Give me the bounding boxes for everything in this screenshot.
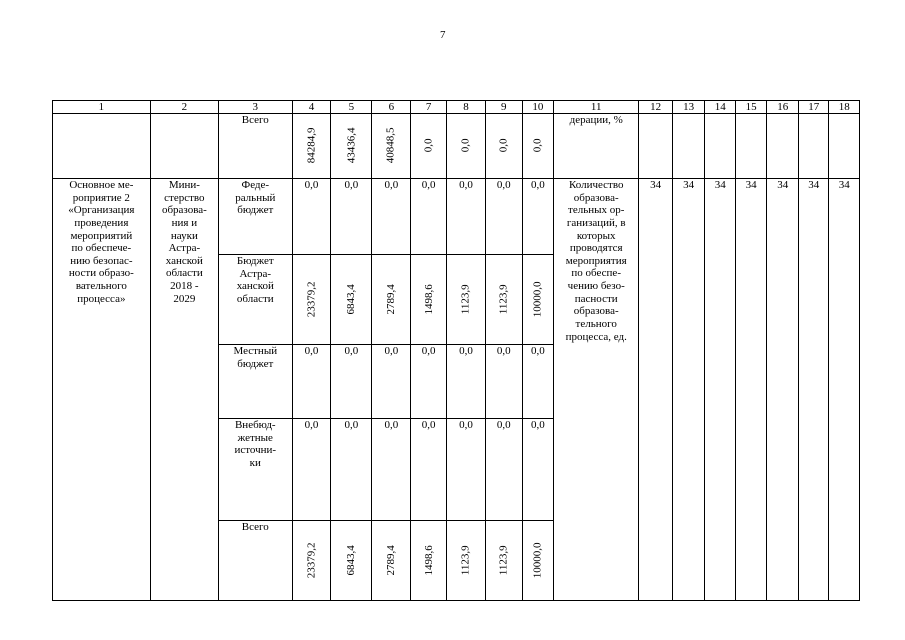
value-text: 0,0 (531, 138, 544, 153)
value-cell: 0,0 (522, 179, 554, 255)
value-cell (522, 114, 554, 179)
value-cell (447, 255, 486, 345)
value-cell: 0,0 (522, 345, 554, 419)
source-label: Всего (219, 521, 293, 601)
value-text: 23379,2 (305, 542, 318, 578)
indicator-name: Количество образова- тельных ор- ганизаций, в которых проводятся мероприятия по обеспе- чению безо- пасности образова- тельного процесса, ед. (554, 179, 639, 601)
header-col-2: 2 (150, 101, 218, 114)
value-text: 0,0 (422, 138, 435, 153)
value-text: 2789,4 (385, 283, 398, 315)
source-label: Бюджет Астра- ханской области (219, 255, 293, 345)
target-cell: 34 (829, 179, 860, 601)
header-col-1: 1 (53, 101, 151, 114)
value-cell (331, 521, 372, 601)
value-cell: 0,0 (292, 345, 331, 419)
measure-name: Основное ме- роприятие 2 «Организация проведения мероприятий по обеспече- нию безопас- ности образо- вательного процесса» (53, 179, 151, 601)
value-cell: 0,0 (411, 345, 447, 419)
value-cell: 0,0 (331, 345, 372, 419)
value-cell (522, 255, 554, 345)
value-cell: 0,0 (485, 419, 522, 521)
indicator-continuation: дерации, % (554, 114, 639, 179)
value-cell: 0,0 (372, 179, 411, 255)
target-cell: 34 (639, 179, 673, 601)
target-cell: 34 (798, 179, 828, 601)
target-cell: 34 (767, 179, 799, 601)
value-cell: 0,0 (372, 345, 411, 419)
value-text: 23379,2 (305, 281, 318, 317)
header-col-7: 7 (411, 101, 447, 114)
value-cell (292, 114, 331, 179)
executor-term: Мини- стерство образова- ния и науки Астра- ханской области 2018 - 2029 (150, 179, 218, 601)
value-cell (447, 114, 486, 179)
value-text: 0,0 (459, 138, 472, 153)
header-col-12: 12 (639, 101, 673, 114)
value-text: 1498,6 (422, 283, 435, 315)
header-col-16: 16 (767, 101, 799, 114)
value-text: 1123,9 (497, 284, 510, 314)
value-text: 43436,4 (345, 127, 358, 164)
value-cell: 0,0 (331, 419, 372, 521)
value-cell (331, 114, 372, 179)
value-cell (292, 521, 331, 601)
header-col-14: 14 (705, 101, 735, 114)
header-col-11: 11 (554, 101, 639, 114)
header-row (53, 101, 860, 114)
source-label: Местный бюджет (219, 345, 293, 419)
value-cell: 0,0 (522, 419, 554, 521)
value-cell (485, 114, 522, 179)
header-col-8: 8 (447, 101, 486, 114)
header-col-6: 6 (372, 101, 411, 114)
value-text: 1123,9 (497, 545, 510, 575)
target-cell: 34 (735, 179, 767, 601)
value-cell: 0,0 (331, 179, 372, 255)
value-text: 40848,5 (385, 127, 398, 164)
header-col-4: 4 (292, 101, 331, 114)
value-cell (485, 521, 522, 601)
row-federal (53, 179, 860, 255)
value-cell (411, 255, 447, 345)
value-text: 6843,4 (345, 544, 358, 576)
value-cell: 0,0 (447, 345, 486, 419)
header-col-10: 10 (522, 101, 554, 114)
program-table (52, 100, 860, 601)
value-text: 10000,0 (531, 542, 544, 578)
value-text: 2789,4 (385, 544, 398, 576)
value-text: 0,0 (497, 138, 510, 153)
value-cell: 0,0 (292, 419, 331, 521)
source-label: Всего (219, 114, 293, 179)
value-cell (292, 255, 331, 345)
header-col-3: 3 (219, 101, 293, 114)
value-cell (522, 521, 554, 601)
value-cell: 0,0 (372, 419, 411, 521)
value-cell (372, 255, 411, 345)
value-cell: 0,0 (447, 179, 486, 255)
value-text: 1123,9 (459, 545, 472, 575)
header-col-15: 15 (735, 101, 767, 114)
value-cell (411, 521, 447, 601)
value-cell (485, 255, 522, 345)
value-cell: 0,0 (292, 179, 331, 255)
source-label: Феде- ральный бюджет (219, 179, 293, 255)
value-text: 84284,9 (305, 127, 318, 164)
value-text: 6843,4 (345, 283, 358, 315)
value-cell (331, 255, 372, 345)
value-text: 10000,0 (531, 281, 544, 317)
value-cell (372, 521, 411, 601)
header-col-5: 5 (331, 101, 372, 114)
value-cell: 0,0 (411, 419, 447, 521)
value-cell: 0,0 (411, 179, 447, 255)
value-cell: 0,0 (447, 419, 486, 521)
value-cell (372, 114, 411, 179)
page-number: 7 (440, 29, 446, 41)
value-text: 1498,6 (422, 544, 435, 576)
prev-total-row (53, 114, 860, 179)
header-col-18: 18 (829, 101, 860, 114)
target-cell: 34 (705, 179, 735, 601)
value-cell: 0,0 (485, 345, 522, 419)
target-cell: 34 (672, 179, 705, 601)
header-col-9: 9 (485, 101, 522, 114)
value-cell (447, 521, 486, 601)
value-text: 1123,9 (459, 284, 472, 314)
value-cell (411, 114, 447, 179)
header-col-17: 17 (798, 101, 828, 114)
value-cell: 0,0 (485, 179, 522, 255)
source-label: Внебюд- жетные источни- ки (219, 419, 293, 521)
header-col-13: 13 (672, 101, 705, 114)
